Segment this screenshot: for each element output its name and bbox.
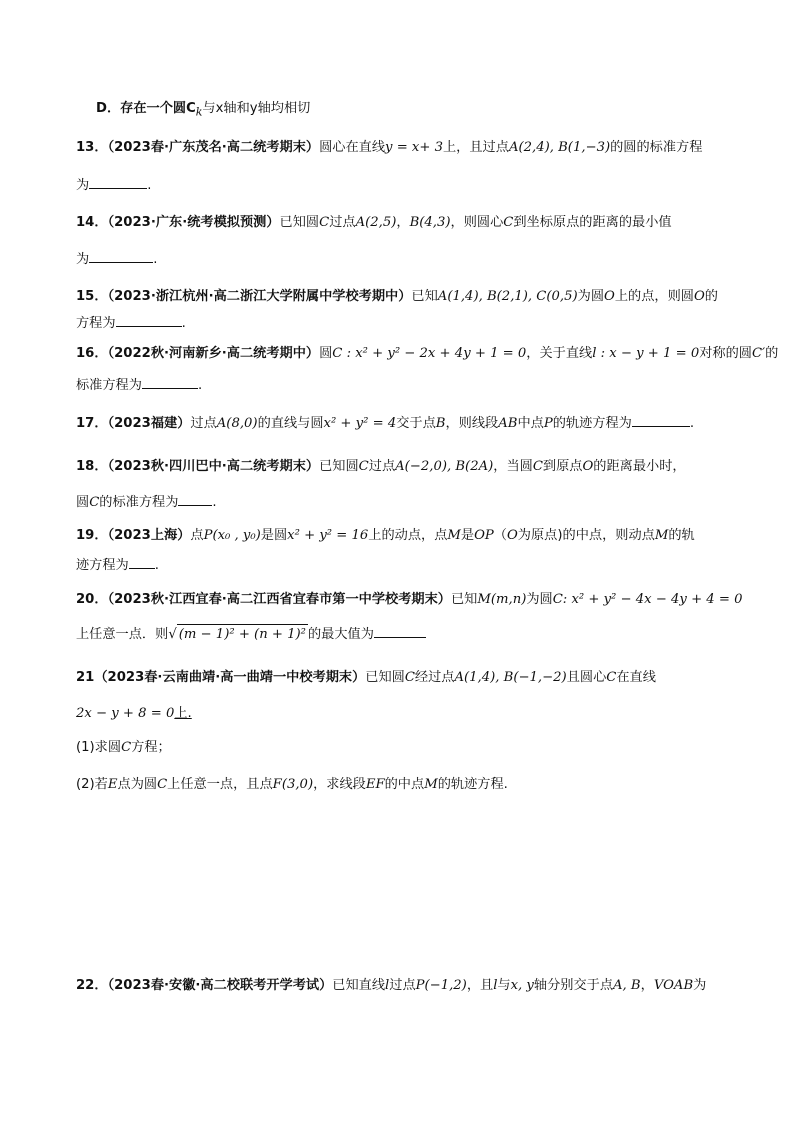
- text: .: [181, 316, 186, 331]
- math: M: [654, 528, 669, 543]
- math: l: [385, 978, 390, 993]
- text: 过点: [190, 416, 217, 431]
- text: .: [212, 495, 217, 510]
- text: 方程为: [76, 316, 116, 331]
- text: 已知: [411, 289, 438, 304]
- text: 轴分别交于点: [533, 978, 614, 993]
- text: 过点: [389, 978, 416, 993]
- text: 上.: [174, 706, 192, 721]
- text: .: [154, 558, 159, 573]
- question-source: 15．（2023·浙江杭州·高二浙江大学附属中学校考期中）: [76, 289, 412, 304]
- math: C: x² + y² − 4x − 4y + 4 = 0: [552, 592, 743, 607]
- math: M: [447, 528, 461, 543]
- question-source: 18．（2023秋·四川巴中·高二统考期末）: [76, 459, 320, 474]
- question-16: [76, 344, 778, 364]
- math: AB: [498, 416, 518, 431]
- text: 的: [704, 289, 718, 304]
- text: .: [197, 378, 203, 393]
- question-18-line2: [76, 493, 217, 513]
- math: O: [582, 459, 594, 474]
- text: 已知圆: [279, 215, 320, 230]
- math: y = x+ 3: [385, 140, 443, 155]
- question-14-line2: [76, 250, 157, 270]
- question-source: 16．（2022秋·河南新乡·高二统考期中）: [76, 346, 320, 361]
- text: 是: [460, 528, 475, 543]
- math: A(1,4), B(−1,−2): [454, 670, 567, 685]
- math: C: [358, 459, 369, 474]
- text: 的距离最小时，: [593, 459, 686, 474]
- text: 交于点: [396, 416, 436, 431]
- option-label: D．存在一个圆C: [96, 101, 196, 116]
- text: 过点: [368, 459, 396, 474]
- text: 上的动点，点: [368, 528, 448, 543]
- answer-blank: [89, 176, 147, 189]
- text: 为圆: [577, 289, 605, 304]
- math: A(8,0): [216, 416, 258, 431]
- text: 到坐标原点的距离的最小值: [513, 215, 672, 230]
- question-15-line2: [76, 314, 186, 334]
- text: ，求线段: [313, 777, 366, 792]
- answer-blank: [178, 493, 212, 506]
- text: 已知直线: [332, 978, 386, 993]
- text: .: [689, 416, 695, 431]
- text: ，: [396, 215, 410, 230]
- text: 圆心在直线: [319, 140, 386, 155]
- question-17: [76, 414, 694, 434]
- text: 上任意一点．则: [76, 627, 169, 642]
- question-13-line2: [76, 176, 151, 196]
- question-source: 17．（2023福建）: [76, 416, 191, 431]
- question-20: [76, 590, 743, 610]
- answer-blank: [89, 250, 153, 263]
- math: C: [606, 670, 617, 685]
- question-22: [76, 976, 706, 996]
- text: 为原点)的中点，则动点: [517, 528, 655, 543]
- option-text: 与x轴和y轴均相切: [202, 101, 311, 116]
- text: ，关于直线: [526, 346, 593, 361]
- math: C: [89, 495, 100, 510]
- math: F(3,0): [272, 777, 314, 792]
- text: 的轨: [668, 528, 695, 543]
- question-21-part1: [76, 738, 171, 758]
- text: 的轨迹方程为: [552, 416, 632, 431]
- math: x, y: [510, 978, 534, 993]
- answer-blank: [129, 556, 155, 569]
- text: 标准方程为: [76, 378, 142, 393]
- math: O: [693, 289, 705, 304]
- math: C: [404, 670, 415, 685]
- text: 上任意一点，且点: [167, 777, 273, 792]
- text: 经过点: [414, 670, 455, 685]
- math: C′: [752, 346, 766, 361]
- text: 且圆心: [566, 670, 607, 685]
- math: VOAB: [653, 978, 694, 993]
- question-source: 20．（2023秋·江西宜春·高二江西省宜春市第一中学校考期末）: [76, 592, 451, 607]
- math: EF: [365, 777, 385, 792]
- math: P(−1,2): [415, 978, 467, 993]
- option-d: [96, 99, 310, 123]
- math: C: [503, 215, 514, 230]
- text: ，当圆: [493, 459, 533, 474]
- text: 过点: [329, 215, 356, 230]
- question-21-line2: [76, 704, 192, 724]
- math: B(4,3): [409, 215, 451, 230]
- text: ，则线段: [445, 416, 499, 431]
- math: O: [506, 528, 518, 543]
- math: l: [493, 978, 498, 993]
- question-source: 13．（2023春·广东茂名·高二统考期末）: [76, 140, 320, 155]
- text: 圆: [76, 495, 90, 510]
- text: 已知圆: [319, 459, 359, 474]
- answer-blank: [374, 625, 426, 638]
- text: 为: [76, 252, 90, 267]
- math: A(2,4), B(1,−3): [508, 140, 611, 155]
- text: 的最大值为: [307, 627, 374, 642]
- question-source: 14．（2023·广东·统考模拟预测）: [76, 215, 280, 230]
- text: 方程；: [131, 740, 171, 755]
- question-21: [76, 668, 656, 688]
- text: 迹方程为: [76, 558, 129, 573]
- question-21-part2: [76, 775, 508, 795]
- math: (m − 1)² + (n + 1)²: [177, 624, 308, 645]
- text: 点: [190, 528, 204, 543]
- math: C: [532, 459, 543, 474]
- question-source: 22．（2023春·安徽·高二校联考开学考试）: [76, 978, 333, 993]
- text: 到原点: [542, 459, 583, 474]
- math: C : x² + y² − 2x + 4y + 1 = 0: [332, 346, 527, 361]
- text: 是圆: [260, 528, 288, 543]
- math: A(−2,0), B(2A): [395, 459, 494, 474]
- math: OP: [474, 528, 494, 543]
- text: ，且: [466, 978, 494, 993]
- sqrt-sign: √: [168, 627, 177, 642]
- text: 的直线与圆: [257, 416, 324, 431]
- text: 的: [765, 346, 779, 361]
- question-13: [76, 138, 702, 158]
- math: P: [543, 416, 553, 431]
- math: P(x₀ , y₀): [203, 528, 261, 543]
- text: 的圆的标准方程: [610, 140, 703, 155]
- text: 上的点，则圆: [614, 289, 694, 304]
- text: 在直线: [616, 670, 656, 685]
- question-19: [76, 526, 695, 546]
- question-20-line2: [76, 624, 426, 645]
- text: 中点: [517, 416, 544, 431]
- math: M(m,n): [477, 592, 527, 607]
- question-19-line2: [76, 556, 159, 576]
- math: A, B: [613, 978, 641, 993]
- math: O: [604, 289, 615, 304]
- text: 点为圆: [117, 777, 158, 792]
- math: C: [157, 777, 168, 792]
- text: 为: [693, 978, 707, 993]
- math: A(2,5): [355, 215, 397, 230]
- math: C: [319, 215, 330, 230]
- question-14: [76, 213, 672, 233]
- answer-blank: [632, 414, 690, 427]
- text: 已知: [450, 592, 478, 607]
- text: 已知圆: [365, 670, 405, 685]
- math: 2x − y + 8 = 0: [76, 706, 175, 721]
- text: 的轨迹方程.: [437, 777, 508, 792]
- answer-blank: [142, 376, 198, 389]
- math: M: [424, 777, 438, 792]
- text: 对称的圆: [699, 346, 752, 361]
- text: 的标准方程为: [99, 495, 179, 510]
- text: 的中点: [384, 777, 425, 792]
- text: 为圆: [526, 592, 553, 607]
- text: (2)若: [76, 777, 108, 792]
- text: ，: [640, 978, 654, 993]
- text: 为: [76, 178, 90, 193]
- math: C: [121, 740, 132, 755]
- subscript: k: [195, 105, 203, 119]
- text: (1)求圆: [76, 740, 122, 755]
- text: 圆: [319, 346, 333, 361]
- answer-blank: [116, 314, 182, 327]
- text: .: [147, 178, 152, 193]
- question-source: 19．（2023上海）: [76, 528, 191, 543]
- text: ，则圆心: [450, 215, 504, 230]
- math: B: [435, 416, 446, 431]
- math: x² + y² = 4: [323, 416, 397, 431]
- math: A(1,4), B(2,1), C(0,5): [437, 289, 578, 304]
- question-15: [76, 287, 718, 307]
- question-source: 21（2023春·云南曲靖·高一曲靖一中校考期末）: [76, 670, 366, 685]
- text: （: [493, 528, 507, 543]
- math: E: [107, 777, 118, 792]
- math: x² + y² = 16: [287, 528, 369, 543]
- text: 上，且过点: [443, 140, 509, 155]
- text: .: [153, 252, 158, 267]
- text: 与: [497, 978, 511, 993]
- question-18: [76, 457, 686, 477]
- question-16-line2: [76, 376, 202, 396]
- math: l : x − y + 1 = 0: [592, 346, 700, 361]
